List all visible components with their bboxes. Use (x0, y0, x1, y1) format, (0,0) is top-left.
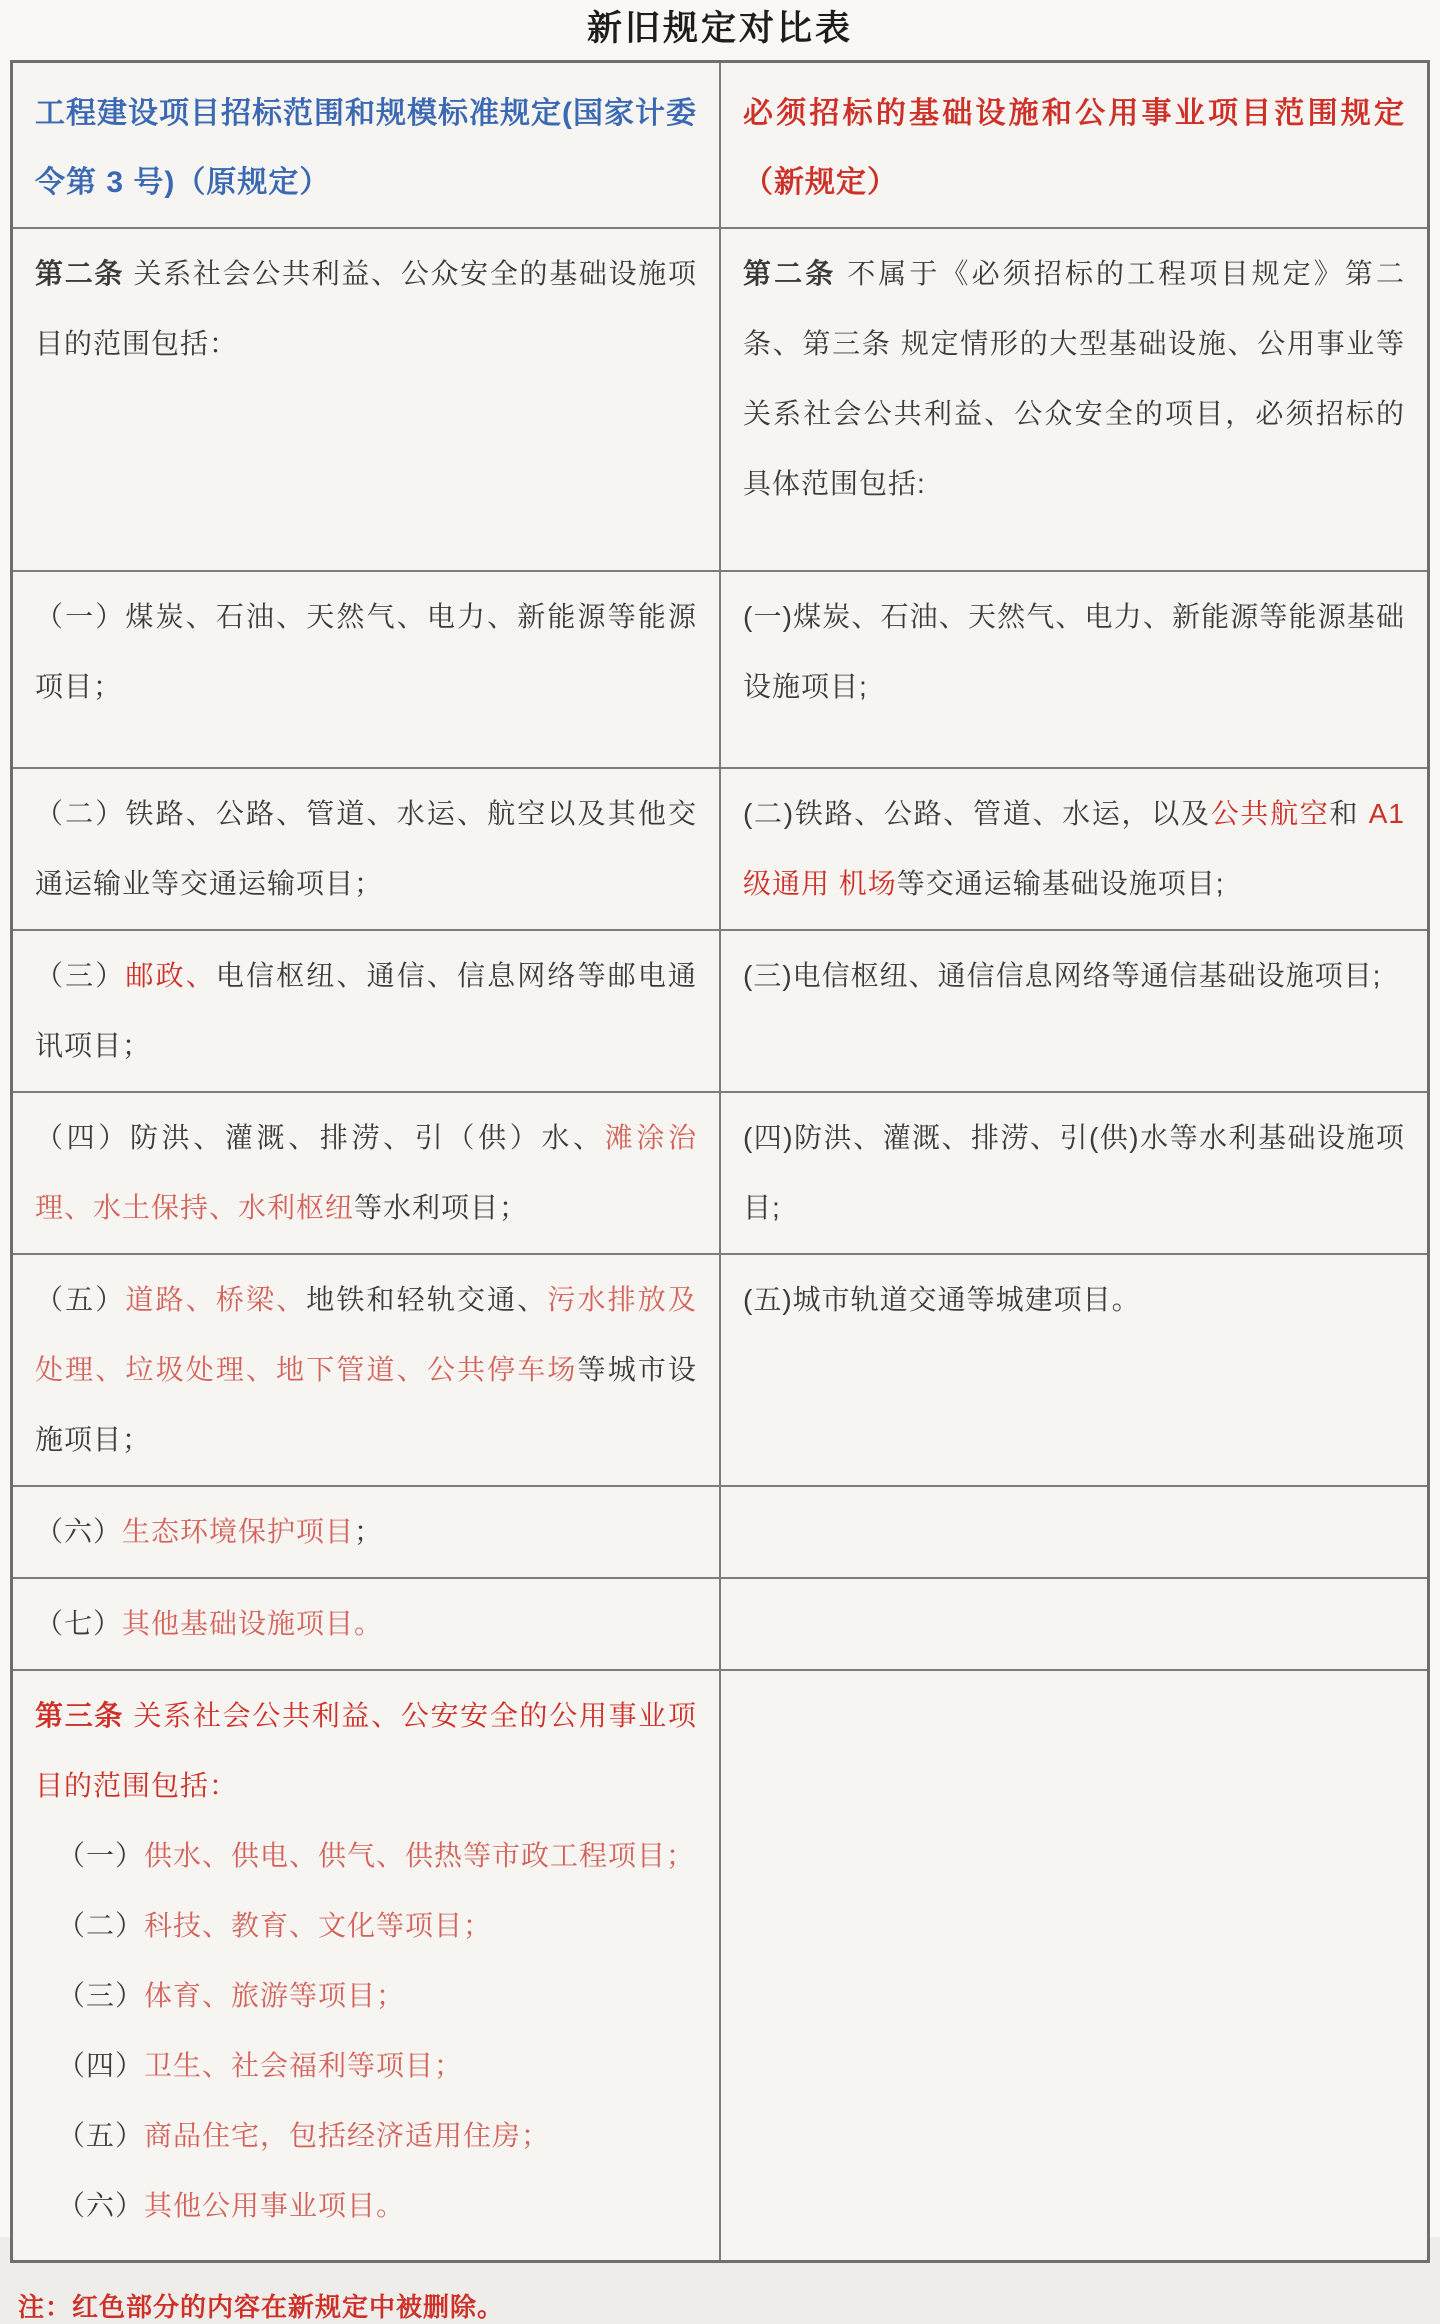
text-run: 第二条 (743, 257, 848, 289)
table-row (12, 571, 1429, 768)
text-run: 商品住宅，包括经济适用住房； (144, 2119, 551, 2151)
text-run: 供水、供电、供气、供热等市政工程项目； (144, 1839, 696, 1871)
cell-paragraph (35, 1497, 697, 1567)
text-run: （二） (57, 1909, 145, 1941)
text-run: 第二条 (35, 257, 134, 289)
table-header-row (12, 61, 1429, 228)
table-cell-left (12, 228, 721, 571)
table-row (12, 1670, 1429, 2262)
cell-paragraph (35, 582, 697, 722)
table-cell-right (720, 1254, 1429, 1486)
cell-paragraph (35, 1891, 697, 1961)
table-row (12, 768, 1429, 930)
text-run: 污水排放及处理、垃圾处理、地下管道、公共停车场 (35, 1283, 697, 1385)
text-run: （五） (35, 1283, 126, 1315)
text-run: 卫生、社会福利等项目； (144, 2049, 464, 2081)
table-cell-right (720, 1092, 1429, 1254)
header-cell-right (720, 61, 1429, 228)
text-run: (三)电信枢纽、通信信息网络等通信基础设施项目; (743, 959, 1382, 991)
cell-paragraph (35, 239, 697, 379)
table-row (12, 1254, 1429, 1486)
cell-paragraph (743, 239, 1405, 519)
text-run: （七） (35, 1607, 123, 1639)
text-run: ； (354, 1515, 384, 1547)
cell-paragraph (35, 1961, 697, 2031)
table-row (12, 228, 1429, 571)
table-cell-right (720, 768, 1429, 930)
text-run: 道路、桥梁、 (125, 1283, 307, 1315)
table-cell-right (720, 930, 1429, 1092)
text-run: （三） (35, 959, 126, 991)
text-run: 等交通运输基础设施项目; (896, 867, 1225, 899)
table-cell-left (12, 1670, 721, 2262)
text-run: (五)城市轨道交通等城建项目。 (743, 1283, 1141, 1315)
text-run: 生态环境保护项目 (122, 1515, 355, 1547)
table-cell-right (720, 1578, 1429, 1670)
text-run: 不属于《必须招标的工程项目规定》第二条、第三条 规定情形的大型基础设施、公用事业等关系社会公共利益、公众安全的项目，必须招标的具体范围包括: (743, 257, 1405, 499)
cell-paragraph (35, 1681, 697, 1821)
text-run: 等城市设施项目； (35, 1353, 697, 1455)
text-run: 其他公用事业项目。 (144, 2189, 406, 2221)
text-run: （一） (57, 1839, 145, 1871)
comparison-table (10, 60, 1430, 2264)
text-run: (一)煤炭、石油、天然气、电力、新能源等能源基础设施项目; (743, 600, 1405, 702)
text-run: 等水利项目； (354, 1191, 529, 1223)
text-run: 电信枢纽、通信、信息网络等邮电通讯项目； (35, 959, 697, 1061)
cell-paragraph (743, 79, 1405, 217)
cell-paragraph (35, 2101, 697, 2171)
text-run: 邮政、 (125, 959, 216, 991)
text-run: （二）铁路、公路、管道、水运、航空以及其他交通运输业等交通运输项目； (35, 797, 697, 899)
cell-paragraph (743, 779, 1405, 919)
text-run: A1 级通用 机场 (743, 797, 1405, 899)
text-run: 第三条 (35, 1699, 134, 1731)
text-run: 关系社会公共利益、公安安全的公用事业项目的范围包括： (35, 1699, 697, 1801)
footnote: 注：红色部分的内容在新规定中被删除。 (18, 2292, 505, 2322)
table-cell-left (12, 1486, 721, 1578)
cell-paragraph (35, 1265, 697, 1475)
cell-paragraph (743, 1265, 1405, 1335)
table-cell-left (12, 571, 721, 768)
text-run: （三） (57, 1979, 145, 2011)
text-run: （六） (35, 1515, 123, 1547)
cell-paragraph (743, 582, 1405, 722)
cell-paragraph (743, 941, 1405, 1011)
text-run: （四） (57, 2049, 145, 2081)
page-title: 新旧规定对比表 (586, 9, 853, 48)
table-row (12, 1092, 1429, 1254)
text-run: (二)铁路、公路、管道、水运，以及 (743, 797, 1211, 829)
cell-paragraph (743, 1103, 1405, 1243)
table-cell-left (12, 1254, 721, 1486)
table-row (12, 1486, 1429, 1578)
comparison-table-body (12, 61, 1429, 2262)
text-run: 滩涂治理、水土保持、水利枢纽 (35, 1121, 697, 1223)
text-run: 和 (1329, 797, 1360, 829)
table-cell-left (12, 930, 721, 1092)
table-cell-right (720, 1670, 1429, 2262)
text-run: 公共航空 (1210, 797, 1330, 829)
table-cell-right (720, 571, 1429, 768)
cell-paragraph (35, 1103, 697, 1243)
cell-paragraph (35, 2171, 697, 2241)
text-run: 体育、旅游等项目； (144, 1979, 406, 2011)
table-cell-left (12, 1092, 721, 1254)
table-cell-right (720, 1486, 1429, 1578)
cell-paragraph (35, 79, 697, 217)
cell-paragraph (35, 1821, 697, 1891)
table-row (12, 1578, 1429, 1670)
text-run: 科技、教育、文化等项目； (144, 1909, 493, 1941)
cell-paragraph (35, 2031, 697, 2101)
text-run: 地铁和轻轨交通、 (306, 1283, 548, 1315)
cell-paragraph (35, 941, 697, 1081)
cell-paragraph (35, 779, 697, 919)
table-cell-right (720, 228, 1429, 571)
table-row (12, 930, 1429, 1092)
text-run: （四）防洪、灌溉、排涝、引（供）水、 (35, 1121, 605, 1153)
table-cell-left (12, 1578, 721, 1670)
text-run: 工程建设项目招标范围和规模标准规定(国家计委令第 3 号)（原规定） (35, 96, 697, 199)
text-run: （一）煤炭、石油、天然气、电力、新能源等能源项目； (35, 600, 697, 702)
text-run: （六） (57, 2189, 145, 2221)
text-run: 必须招标的基础设施和公用事业项目范围规定（新规定） (743, 96, 1405, 199)
cell-paragraph (35, 1589, 697, 1659)
text-run: 关系社会公共利益、公众安全的基础设施项目的范围包括： (35, 257, 697, 359)
text-run: 其他基础设施项目。 (122, 1607, 384, 1639)
text-run: (四)防洪、灌溉、排涝、引(供)水等水利基础设施项目; (743, 1121, 1405, 1223)
text-run: （五） (57, 2119, 145, 2151)
table-cell-left (12, 768, 721, 930)
header-cell-left (12, 61, 721, 228)
